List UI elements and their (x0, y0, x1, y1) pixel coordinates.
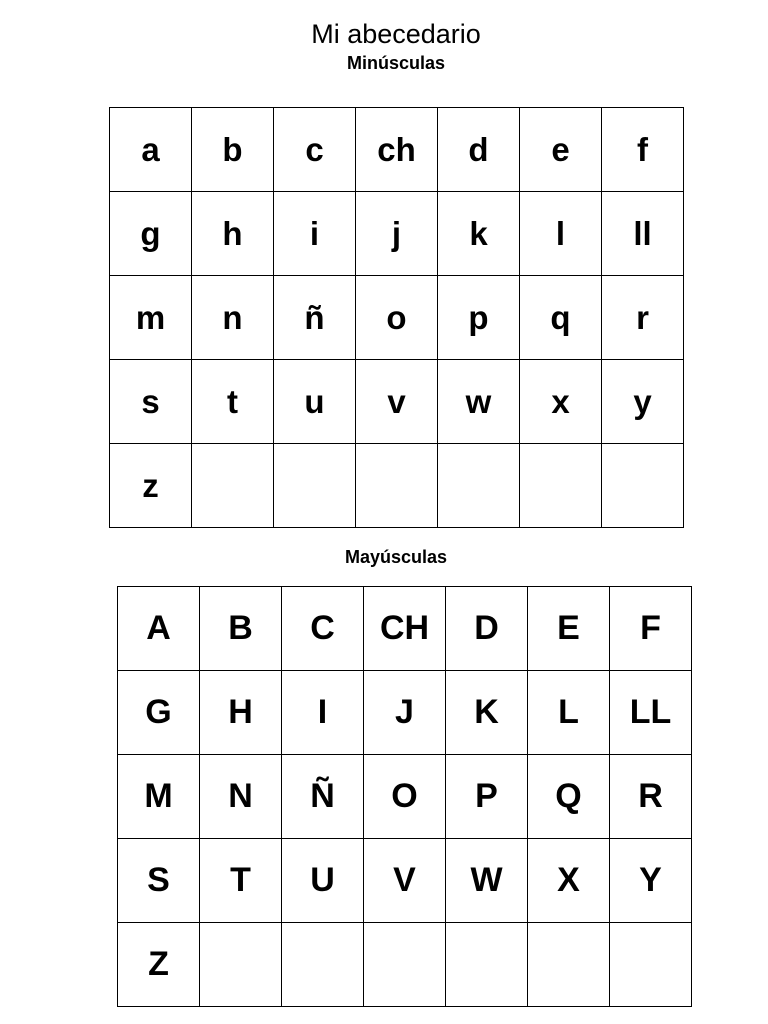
letter-cell: h (192, 192, 274, 276)
letter-cell: w (438, 360, 520, 444)
table-row (118, 671, 692, 755)
letter-cell: B (200, 587, 282, 671)
letter-cell: v (356, 360, 438, 444)
empty-cell (192, 444, 274, 528)
letter-cell: T (200, 839, 282, 923)
empty-cell (282, 923, 364, 1007)
empty-cell (364, 923, 446, 1007)
letter-cell: G (118, 671, 200, 755)
letter-cell: e (520, 108, 602, 192)
letter-cell: F (610, 587, 692, 671)
letter-cell: N (200, 755, 282, 839)
letter-cell: s (110, 360, 192, 444)
uppercase-alphabet-table (117, 586, 692, 1007)
table-row (118, 839, 692, 923)
letter-cell: A (118, 587, 200, 671)
table-row (110, 192, 684, 276)
letter-cell: d (438, 108, 520, 192)
page-title: Mi abecedario (311, 19, 481, 49)
empty-cell (602, 444, 684, 528)
empty-cell (200, 923, 282, 1007)
letter-cell: n (192, 276, 274, 360)
letter-cell: c (274, 108, 356, 192)
letter-cell: S (118, 839, 200, 923)
lowercase-heading: Minúsculas (346, 53, 446, 73)
empty-cell (528, 923, 610, 1007)
letter-cell: m (110, 276, 192, 360)
letter-cell: l (520, 192, 602, 276)
letter-cell: CH (364, 587, 446, 671)
letter-cell: j (356, 192, 438, 276)
letter-cell: X (528, 839, 610, 923)
letter-cell: P (446, 755, 528, 839)
letter-cell: W (446, 839, 528, 923)
letter-cell: g (110, 192, 192, 276)
letter-cell: o (356, 276, 438, 360)
empty-cell (520, 444, 602, 528)
letter-cell: ch (356, 108, 438, 192)
letter-cell: D (446, 587, 528, 671)
table-row (110, 276, 684, 360)
letter-cell: ñ (274, 276, 356, 360)
lowercase-alphabet-table (109, 107, 684, 528)
letter-cell: b (192, 108, 274, 192)
letter-cell: u (274, 360, 356, 444)
letter-cell: Ñ (282, 755, 364, 839)
letter-cell: t (192, 360, 274, 444)
letter-cell: p (438, 276, 520, 360)
letter-cell: Z (118, 923, 200, 1007)
letter-cell: H (200, 671, 282, 755)
letter-cell: z (110, 444, 192, 528)
table-row (110, 108, 684, 192)
table-row (118, 923, 692, 1007)
letter-cell: q (520, 276, 602, 360)
uppercase-heading: Mayúsculas (344, 547, 448, 567)
empty-cell (610, 923, 692, 1007)
table-row (118, 587, 692, 671)
letter-cell: U (282, 839, 364, 923)
letter-cell: i (274, 192, 356, 276)
empty-cell (274, 444, 356, 528)
letter-cell: R (610, 755, 692, 839)
letter-cell: L (528, 671, 610, 755)
letter-cell: K (446, 671, 528, 755)
table-row (110, 360, 684, 444)
letter-cell: Y (610, 839, 692, 923)
empty-cell (446, 923, 528, 1007)
letter-cell: ll (602, 192, 684, 276)
letter-cell: x (520, 360, 602, 444)
letter-cell: M (118, 755, 200, 839)
letter-cell: k (438, 192, 520, 276)
empty-cell (356, 444, 438, 528)
letter-cell: y (602, 360, 684, 444)
letter-cell: a (110, 108, 192, 192)
letter-cell: V (364, 839, 446, 923)
letter-cell: I (282, 671, 364, 755)
table-row (118, 755, 692, 839)
letter-cell: E (528, 587, 610, 671)
letter-cell: Q (528, 755, 610, 839)
letter-cell: LL (610, 671, 692, 755)
letter-cell: f (602, 108, 684, 192)
letter-cell: r (602, 276, 684, 360)
letter-cell: J (364, 671, 446, 755)
empty-cell (438, 444, 520, 528)
letter-cell: O (364, 755, 446, 839)
letter-cell: C (282, 587, 364, 671)
table-row (110, 444, 684, 528)
